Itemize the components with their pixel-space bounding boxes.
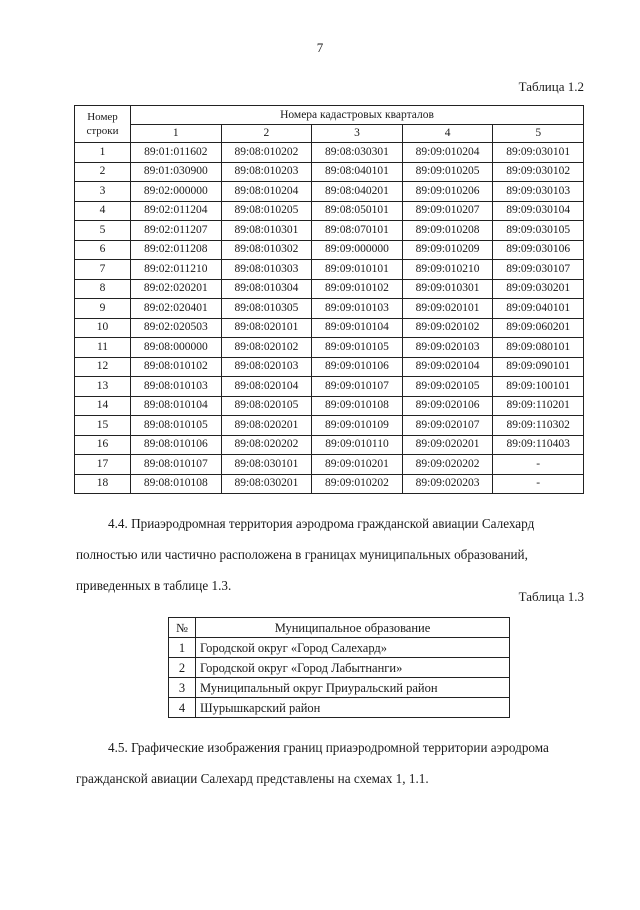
municipalities-table	[168, 617, 510, 718]
paragraph-4-5	[76, 732, 586, 794]
paragraph-line: гражданской авиации Салехард представлены на схемах 1, 1.1.	[76, 771, 429, 786]
row-number-cell: 3	[75, 182, 131, 202]
row-number-cell: 4	[169, 698, 196, 718]
column-number-header: 5	[493, 125, 584, 143]
cadastral-number-cell: 89:09:020102	[402, 318, 493, 338]
cadastral-number-cell: 89:09:020201	[402, 435, 493, 455]
cadastral-number-cell: 89:01:030900	[131, 162, 222, 182]
row-number-cell: 16	[75, 435, 131, 455]
cadastral-number-cell: 89:09:020106	[402, 396, 493, 416]
table-row	[75, 299, 584, 319]
paragraph-line: приведенных в таблице 1.3.	[76, 578, 232, 593]
number-header: №	[169, 618, 196, 638]
row-number-cell: 11	[75, 338, 131, 358]
table-row	[75, 221, 584, 241]
table-row	[75, 279, 584, 299]
cadastral-number-cell: 89:09:010202	[312, 474, 403, 494]
cadastral-number-cell: 89:08:020201	[221, 416, 312, 436]
cadastral-number-cell: 89:09:030106	[493, 240, 584, 260]
cadastral-number-cell: 89:02:011208	[131, 240, 222, 260]
cadastral-number-cell: 89:09:010108	[312, 396, 403, 416]
cadastral-number-cell: 89:02:011210	[131, 260, 222, 280]
cadastral-number-cell: 89:08:010205	[221, 201, 312, 221]
table-1-3-caption: Таблица 1.3	[518, 589, 584, 604]
municipality-name-cell: Шурышкарский район	[196, 698, 510, 718]
cadastral-number-cell: 89:09:020104	[402, 357, 493, 377]
cadastral-number-cell: 89:09:030201	[493, 279, 584, 299]
cadastral-number-cell: 89:08:000000	[131, 338, 222, 358]
municipalities-table-body	[169, 638, 510, 718]
cadastral-number-cell: 89:09:030102	[493, 162, 584, 182]
municipality-name-cell: Городской округ «Город Лабытнанги»	[196, 658, 510, 678]
cadastral-number-cell: 89:09:020107	[402, 416, 493, 436]
cadastral-number-cell: 89:08:010102	[131, 357, 222, 377]
cadastral-number-cell: 89:09:010201	[312, 455, 403, 475]
cadastral-number-cell: 89:09:020103	[402, 338, 493, 358]
cadastral-number-cell: 89:08:040201	[312, 182, 403, 202]
cadastral-number-cell: 89:01:011602	[131, 143, 222, 163]
paragraph-line: 4.5. Графические изображения границ приаэродромной территории аэродрома	[108, 740, 549, 755]
cadastral-number-cell: 89:08:030101	[221, 455, 312, 475]
column-number-header: 1	[131, 125, 222, 143]
cadastral-number-cell: 89:08:030301	[312, 143, 403, 163]
table-row	[75, 416, 584, 436]
table-row	[75, 474, 584, 494]
cadastral-number-cell: 89:08:020102	[221, 338, 312, 358]
cadastral-table-body	[75, 143, 584, 494]
cadastral-number-cell: 89:09:010106	[312, 357, 403, 377]
cadastral-number-cell: 89:08:010204	[221, 182, 312, 202]
table-1-2-caption: Таблица 1.2	[518, 79, 584, 94]
municipality-name-cell: Городской округ «Город Салехард»	[196, 638, 510, 658]
row-number-cell: 2	[169, 658, 196, 678]
cadastral-number-cell: 89:09:010102	[312, 279, 403, 299]
cadastral-number-cell: -	[493, 455, 584, 475]
cadastral-number-cell: 89:09:020203	[402, 474, 493, 494]
cadastral-number-cell: 89:08:010303	[221, 260, 312, 280]
cadastral-number-cell: 89:08:010103	[131, 377, 222, 397]
cadastral-number-cell: 89:09:030101	[493, 143, 584, 163]
cadastral-number-cell: 89:08:010305	[221, 299, 312, 319]
cadastral-number-cell: 89:09:010204	[402, 143, 493, 163]
cadastral-number-cell: 89:09:030105	[493, 221, 584, 241]
cadastral-number-cell: 89:08:010106	[131, 435, 222, 455]
paragraph-line: полностью или частично расположена в границах муниципальных образований,	[76, 547, 528, 562]
cadastral-number-cell: 89:08:010302	[221, 240, 312, 260]
cadastral-number-cell: 89:09:080101	[493, 338, 584, 358]
row-number-cell: 15	[75, 416, 131, 436]
cadastral-number-cell: 89:09:030107	[493, 260, 584, 280]
table-row	[75, 396, 584, 416]
row-number-cell: 3	[169, 678, 196, 698]
municipality-header: Муниципальное образование	[196, 618, 510, 638]
cadastral-numbers-header: Номера кадастровых кварталов	[131, 106, 584, 125]
cadastral-number-cell: 89:08:020105	[221, 396, 312, 416]
cadastral-number-cell: 89:09:010206	[402, 182, 493, 202]
table-row	[75, 377, 584, 397]
cadastral-number-cell: 89:08:010104	[131, 396, 222, 416]
table-row	[75, 318, 584, 338]
table-row	[75, 240, 584, 260]
cadastral-number-cell: 89:08:010108	[131, 474, 222, 494]
cadastral-number-cell: 89:09:100101	[493, 377, 584, 397]
row-number-cell: 4	[75, 201, 131, 221]
row-number-cell: 5	[75, 221, 131, 241]
cadastral-quarters-table	[74, 105, 584, 494]
cadastral-number-cell: 89:09:030103	[493, 182, 584, 202]
row-number-cell: 7	[75, 260, 131, 280]
table-row	[75, 182, 584, 202]
column-number-header: 4	[402, 125, 493, 143]
cadastral-number-cell: -	[493, 474, 584, 494]
cadastral-number-cell: 89:08:070101	[312, 221, 403, 241]
row-number-cell: 8	[75, 279, 131, 299]
cadastral-number-cell: 89:08:010105	[131, 416, 222, 436]
cadastral-number-cell: 89:08:010107	[131, 455, 222, 475]
row-number-cell: 10	[75, 318, 131, 338]
cadastral-number-cell: 89:09:010209	[402, 240, 493, 260]
table-row	[75, 162, 584, 182]
cadastral-number-cell: 89:02:020201	[131, 279, 222, 299]
cadastral-number-cell: 89:09:010207	[402, 201, 493, 221]
cadastral-number-cell: 89:09:010103	[312, 299, 403, 319]
table-row	[75, 260, 584, 280]
cadastral-number-cell: 89:09:020101	[402, 299, 493, 319]
cadastral-number-cell: 89:08:010301	[221, 221, 312, 241]
cadastral-number-cell: 89:09:060201	[493, 318, 584, 338]
cadastral-number-cell: 89:02:011204	[131, 201, 222, 221]
table-row	[75, 455, 584, 475]
column-number-header: 3	[312, 125, 403, 143]
cadastral-number-cell: 89:08:020101	[221, 318, 312, 338]
table-row	[169, 678, 510, 698]
cadastral-number-cell: 89:09:010101	[312, 260, 403, 280]
cadastral-number-cell: 89:09:000000	[312, 240, 403, 260]
table-row	[75, 435, 584, 455]
cadastral-number-cell: 89:09:040101	[493, 299, 584, 319]
cadastral-number-cell: 89:08:020104	[221, 377, 312, 397]
table-row	[75, 357, 584, 377]
row-number-cell: 17	[75, 455, 131, 475]
page-number: 7	[316, 40, 324, 55]
cadastral-number-cell: 89:08:030201	[221, 474, 312, 494]
cadastral-number-cell: 89:09:010301	[402, 279, 493, 299]
row-number-cell: 14	[75, 396, 131, 416]
column-number-header-row	[75, 125, 584, 143]
cadastral-number-cell: 89:08:050101	[312, 201, 403, 221]
paragraph-line: 4.4. Приаэродромная территория аэродрома гражданской авиации Салехард	[108, 516, 535, 531]
cadastral-number-cell: 89:09:010110	[312, 435, 403, 455]
cadastral-number-cell: 89:09:010208	[402, 221, 493, 241]
row-number-cell: 12	[75, 357, 131, 377]
row-number-cell: 1	[75, 143, 131, 163]
row-number-cell: 18	[75, 474, 131, 494]
cadastral-number-cell: 89:08:020202	[221, 435, 312, 455]
cadastral-number-cell: 89:09:010105	[312, 338, 403, 358]
paragraph-4-4	[76, 508, 586, 601]
cadastral-number-cell: 89:09:010107	[312, 377, 403, 397]
cadastral-number-cell: 89:08:020103	[221, 357, 312, 377]
row-number-cell: 6	[75, 240, 131, 260]
cadastral-number-cell: 89:08:040101	[312, 162, 403, 182]
cadastral-number-cell: 89:02:011207	[131, 221, 222, 241]
cadastral-number-cell: 89:09:110302	[493, 416, 584, 436]
cadastral-number-cell: 89:09:010104	[312, 318, 403, 338]
cadastral-number-cell: 89:09:110201	[493, 396, 584, 416]
table-row	[75, 338, 584, 358]
cadastral-number-cell: 89:09:110403	[493, 435, 584, 455]
row-number-header: Номер строки	[75, 106, 131, 143]
table-row	[75, 143, 584, 163]
cadastral-number-cell: 89:09:010205	[402, 162, 493, 182]
cadastral-number-cell: 89:02:020503	[131, 318, 222, 338]
table-row	[169, 638, 510, 658]
cadastral-number-cell: 89:09:020202	[402, 455, 493, 475]
cadastral-number-cell: 89:08:010203	[221, 162, 312, 182]
municipality-name-cell: Муниципальный округ Приуральский район	[196, 678, 510, 698]
cadastral-number-cell: 89:09:030104	[493, 201, 584, 221]
table-row	[169, 658, 510, 678]
cadastral-number-cell: 89:02:000000	[131, 182, 222, 202]
cadastral-number-cell: 89:09:010210	[402, 260, 493, 280]
table-row	[169, 698, 510, 718]
row-number-cell: 13	[75, 377, 131, 397]
cadastral-number-cell: 89:08:010202	[221, 143, 312, 163]
table-row	[75, 201, 584, 221]
row-number-cell: 2	[75, 162, 131, 182]
cadastral-number-cell: 89:02:020401	[131, 299, 222, 319]
cadastral-number-cell: 89:09:020105	[402, 377, 493, 397]
row-number-cell: 1	[169, 638, 196, 658]
cadastral-number-cell: 89:09:010109	[312, 416, 403, 436]
cadastral-number-cell: 89:08:010304	[221, 279, 312, 299]
cadastral-number-cell: 89:09:090101	[493, 357, 584, 377]
row-number-cell: 9	[75, 299, 131, 319]
column-number-header: 2	[221, 125, 312, 143]
